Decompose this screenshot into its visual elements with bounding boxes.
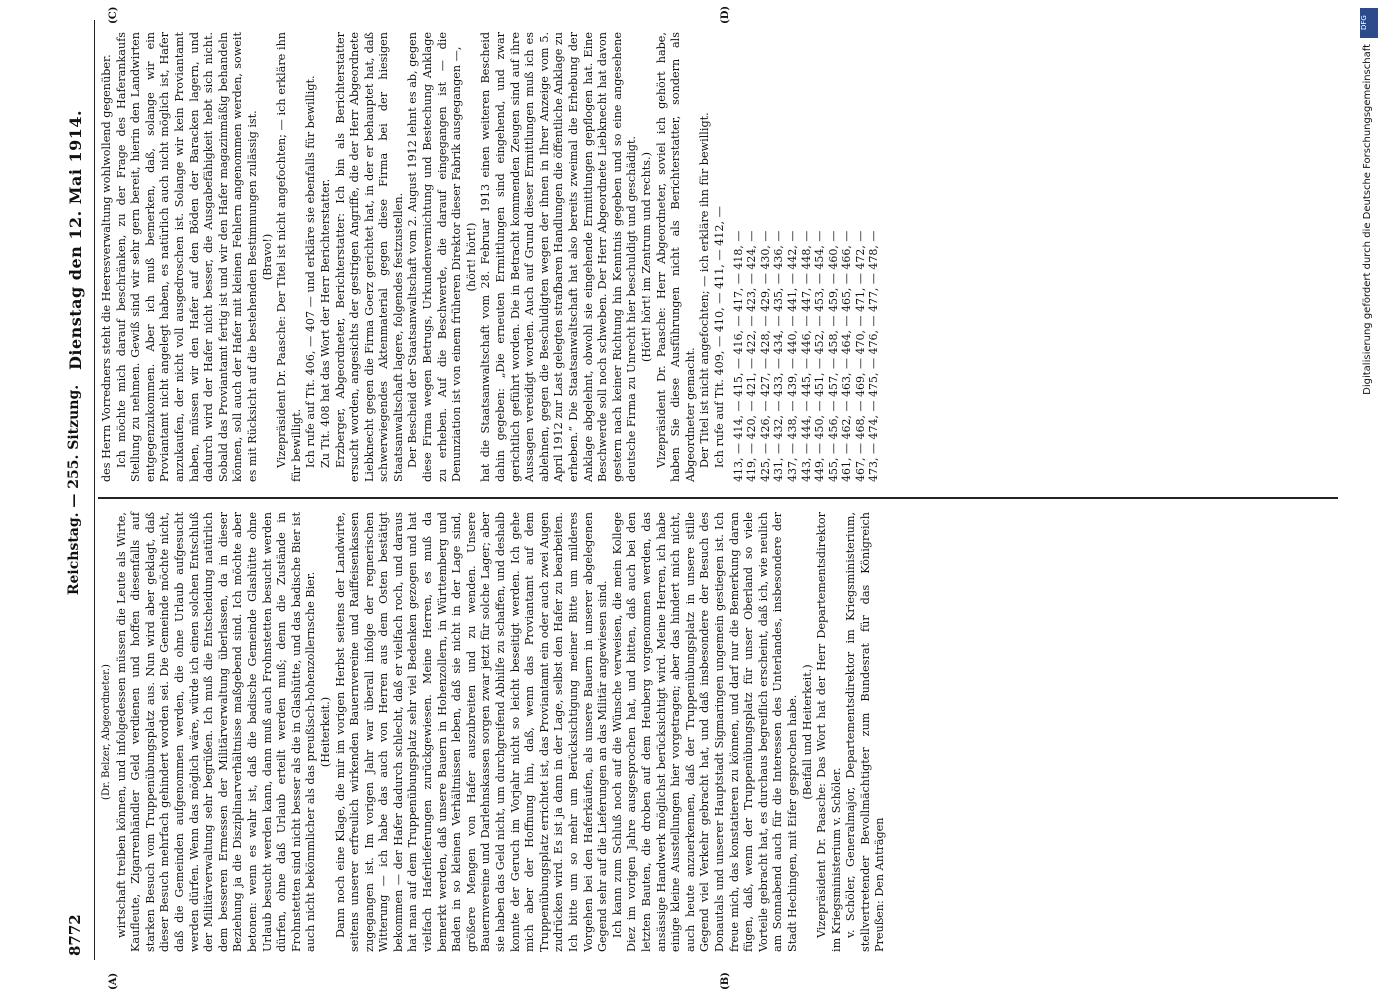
interjection: (Bravo!) bbox=[260, 233, 274, 281]
interjection: (Beifall und Heiterkeit.) bbox=[800, 664, 814, 800]
table-row: 461, — 462, — 463, — 464, — 465, — 466, — bbox=[840, 230, 854, 482]
paragraph: Ich möchte mich darauf beschränken, zu der Frage des Haferankaufs Stellung zu nehmen. Gewiß sind wir sehr gern bereit, hierin den Landwirten entgegenzukommen. Aber ich muß bemerken, daß, solange wir ein Proviantamt nicht angelegt haben, es natürlich auch nicht möglich ist, Hafer anzukaufen, der nicht voll ausgedroschen ist. Solange wir kein Proviantamt haben, müssen wir den Hafer auf den Böden der Baracken lagern, und dadurch wird der Hafer nicht besser, die Ausgabefähigkeit hebt sich nicht. Sobald das Proviantamt fertig ist und wir den Hafer magazinmäßig behandeln können, soll auch der Hafer mit kleinen Fehlern angenommen werden, soweit es mit Rücksicht auf die bestehenden Bestimmungen zulässig ist. bbox=[114, 32, 259, 482]
paragraph: hat die Staatsanwaltschaft vom 28. Februar 1913 einen weiteren Bescheid dahin gegeben: „Die erneuten Ermittlungen sind eingehend, und zwar gerichtlich geführt worden. Die in Betracht kommenden Zeugen sind auf ihre Aussagen vereidigt worden. Auch auf Grund dieser Ermittlungen muß ich es ablehnen, gegen die Beschuldigten wegen der ihnen in Ihrer Anzeige vom 5. April 1912 zur Last gelegten strafbaren Handlungen die öffentliche Anklage zu erheben.“ Die Staatsanwaltschaft hat also bereits zweimal die Erhebung der Anklage abgelehnt, obwohl sie eingehende Ermittlungen gepflogen hat. Eine Beschwerde soll noch schweben. Der Herr Abgeordnete Liebknecht hat davon gestern nach keiner Richtung hin Kenntnis gegeben und so eine angesehene deutsche Firma zu Unrecht hier beschuldigt und geschädigt. bbox=[479, 31, 639, 482]
paragraph: Dann noch eine Klage, die mir im vorigen Herbst seitens der Landwirte, seitens unserer erfreulich wirkenden Bauernvereine und Raiffeisenkassen zugegangen ist. Im vorigen Jahr war überall infolge der regnerischen Witterung — ich habe das auch von Herren aus dem Osten bestätigt bekommen — der Hafer dadurch schlecht, daß er vielfach roch, und daraus hat man auf dem Truppenübungsplatz sehr viel Bedenken gezogen und hat vielfach Haferlieferungen zurückgewiesen. Meine Herren, es muß da bemerkt werden, daß unsere Bauern in Hohenzollern, in Württemberg und Baden in so kleinen Verhältnissen leben, daß sie nicht in der Lage sind, größere Mengen von Hafer auszubreiten und zu wenden. Unsere Bauernvereine und Darlehnskassen sorgen zwar jetzt für solche Lager; aber sie haben das Geld nicht, um durchgreifend Abhilfe zu schaffen, und deshalb konnte der Geruch im Vorjahr nicht so leicht beseitigt werden. Ich gehe mich aber der Hoffnung hin, daß, wenn das Proviantamt auf dem Truppenübungsplatz errichtet ist, das Proviantamt ein oder auch zwei Augen zudrücken wird. Es ist ja dann in der Lage, selbst den Hafer zu bearbeiten. Ich bitte um so mehr um Berücksichtigung meiner Bitte um milderes Vorgehen bei den Haferkäufen, als unsere Bauern in unserer abgelegenen Gegend sehr auf die Lieferungen an das Militär angewiesen sind. bbox=[333, 512, 610, 952]
margin-mark-b: (B) bbox=[720, 972, 731, 990]
header-date: Dienstag den 12. Mai 1914. bbox=[66, 109, 85, 370]
paragraph: Vizepräsident Dr. Paasche: Der Titel ist nicht angefochten; — ich erkläre ihn für bewilligt. bbox=[275, 32, 303, 482]
margin-mark-a: (A) bbox=[108, 972, 119, 990]
table-row: 467, — 468, — 469, — 470, — 471, — 472, — bbox=[853, 230, 867, 482]
paragraph: Vizepräsident Dr. Paasche: Das Wort hat der Herr Departementsdirektor im Kriegsministerium v. Schöler. bbox=[815, 512, 843, 952]
paragraph: Ich rufe auf Tit. 409, — 410, — 411, — 412, — bbox=[712, 206, 726, 468]
paragraph: Ich kann zum Schluß noch auf die Wünsche verweisen, die mein Kollege Diez im vorigen Jahre ausgesprochen hat, und bitten, daß auch bei den letzten Bauten, die droben auf dem Heuberg vorgenommen werden, das ansässige Handwerk möglichst berücksichtigt wird. Meine Herren, ich habe einige kleine Ausstellungen hier vorgetragen; aber das hindert mich nicht, auch heute anzuerkennen, daß der Truppenübungsplatz in unsere stille Gegend viel Verkehr gebracht hat, und daß insbesondere der Besuch des Donautals und unserer Hauptstadt Sigmaringen ungemein gestiegen ist. Ich freue mich, das konstatieren zu können, und darf nur die Bemerkung daran fügen, daß, wenn der Truppenübungsplatz für unser Oberland so viele Vorteile gebracht hat, es durchaus begreiflich erscheint, daß ich, wie neulich am Sonnabend auch für die Interessen des Unterlandes, insbesondere der Stadt Hechingen, mit Eifer gesprochen habe. bbox=[610, 512, 799, 952]
interjection: (Hört! hört! im Zentrum und rechts.) bbox=[639, 152, 653, 362]
paragraph: Der Bescheid der Staatsanwaltschaft vom 2. August 1912 lehnt es ab, gegen diese Firma wegen Betrugs, Urkundenvernichtung und Bestechung Anklage zu erheben. Auf die Beschwerde, die darauf eingegangen ist — die Denunziation ist von einem früheren Direktor dieser Fabrik ausgegangen —, bbox=[406, 32, 464, 482]
paragraph: Erzberger, Abgeordneter, Berichterstatter: Ich bin als Berichterstatter ersucht worden, angesichts der gestrigen Angriffe, die der Herr Abgeordnete Liebknecht gegen die Firma Goerz gerichtet hat, in der er behauptet hat, daß schwerwiegendes Aktenmaterial gegen diese Firma bei der hiesigen Staatsanwaltschaft lagere, folgendes festzustellen. bbox=[333, 32, 405, 482]
page-header bbox=[60, 20, 95, 960]
margin-mark-d: (D) bbox=[720, 5, 731, 24]
table-row: 455, — 456, — 457, — 458, — 459, — 460, — bbox=[826, 230, 840, 482]
interjection: (hört! hört!) bbox=[464, 222, 478, 292]
paragraph: Ich rufe auf Tit. 406, — 407 — und erkläre sie ebenfalls für bewilligt. bbox=[304, 75, 318, 468]
header-left-title: Reichstag. — 255. Sitzung. bbox=[66, 384, 82, 596]
interjection: (Heiterkeit.) bbox=[318, 696, 332, 768]
paragraph: wirtschaft treiben können, und infolgedessen müssen die Leute als Wirte, Kaufleute, Zigarrenhändler Geld verdienen und hoffen diesenfalls auf starken Besuch vom Truppenübungsplatz aus. Nun wird aber geklagt, daß dieser Besuch mehrfach gehindert worden sei. Die Gemeinde möchte nicht, daß die Gemeinden aufgenommen werden, die ohne Urlaub aufgesucht werden dürfen. Wenn das möglich wäre, würde ich einen solchen Entschluß der Militärverwaltung sehr begrüßen. Ich muß die Entscheidung natürlich dem besseren Ermessen der Militärverwaltung überlassen, da in dieser Beziehung ja die Disziplinarverhältnisse maßgebend sind. Ich möchte aber betonen: wenn es wahr ist, daß die badische Gemeinde Glashütte ohne Urlaub besucht werden kann, dann muß auch Frohnstetten besucht werden dürfen, ohne daß Urlaub erteilt werden muß; denn die Zustände in Frohnstetten sind nicht besser als die in Glashütte, und das badische Bier ist auch nicht bekömmlicher als das preußisch-hohenzollernsche Bier. bbox=[114, 512, 318, 952]
table-row: 431, — 432, — 433, — 434, — 435, — 436, — bbox=[772, 230, 786, 482]
table-row: 473, — 474, — 475, — 476, — 477, — 478, — bbox=[867, 230, 881, 482]
page-number: 8772 bbox=[66, 914, 84, 956]
dfg-logo-badge: DFG bbox=[1360, 8, 1378, 38]
document-page bbox=[60, 5, 1360, 990]
table-row: 449, — 450, — 451, — 452, — 453, — 454, — bbox=[813, 230, 827, 482]
paragraph: des Herrn Vorredners steht die Heeresverwaltung wohlwollend gegenüber. bbox=[100, 54, 113, 482]
table-row: 443, — 444, — 445, — 446, — 447, — 448, — bbox=[799, 230, 813, 482]
credit-text: Digitalisierung gefördert durch die Deutsche Forschungsgemeinschaft bbox=[1362, 44, 1373, 395]
title-number-table bbox=[732, 32, 882, 482]
table-row: 437, — 438, — 439, — 440, — 441, — 442, — bbox=[785, 230, 799, 482]
paragraph: Der Titel ist nicht angefochten; — ich erkläre ihn für bewilligt. bbox=[698, 112, 712, 468]
speaker-note: (Dr. Belzer, Abgeordneter.) bbox=[101, 664, 112, 800]
paragraph: Zu Tit. 408 hat das Wort der Herr Berichterstatter. bbox=[318, 178, 332, 468]
paragraph: Vizepräsident Dr. Paasche: Herr Abgeordneter, soviel ich gehört habe, haben Sie diese Ausführungen nicht als Berichterstatter, sondern als Abgeordneter gemacht. bbox=[654, 32, 697, 482]
column-right bbox=[100, 32, 881, 482]
column-divider bbox=[98, 498, 1338, 500]
digitization-credit bbox=[1358, 8, 1380, 998]
table-row: 419, — 420, — 421, — 422, — 423, — 424, — bbox=[745, 230, 759, 482]
paragraph: v. Schöler, Generalmajor, Departementsdirektor im Kriegsministerium, stellvertretender Bevollmächtigter zum Bundesrat für das Königreich Preußen: Den Anträgen bbox=[844, 512, 887, 952]
column-left bbox=[100, 512, 888, 952]
table-row: 425, — 426, — 427, — 428, — 429, — 430, — bbox=[758, 230, 772, 482]
margin-mark-c: (C) bbox=[108, 6, 119, 24]
table-row: 413, — 414, — 415, — 416, — 417, — 418, — bbox=[731, 230, 745, 482]
